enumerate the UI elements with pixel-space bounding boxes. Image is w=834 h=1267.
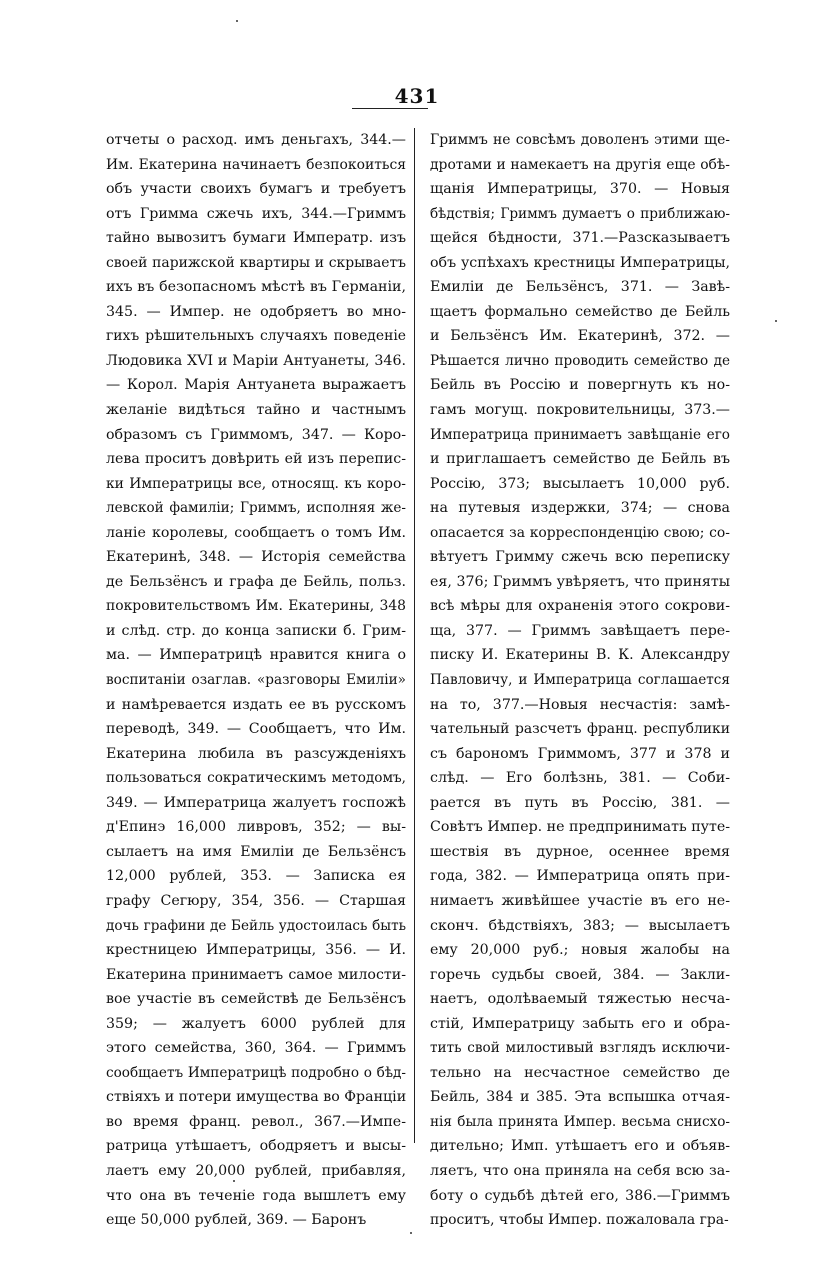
text-line: Екатеринѣ, 348. — Исторія семейства xyxy=(106,549,406,566)
text-line: тельно на несчастное семейство де xyxy=(430,1064,730,1081)
scan-speck xyxy=(410,1232,412,1234)
text-line: графу Сегюру, 354, 356. — Старшая xyxy=(106,892,406,909)
text-line: ща, 377. — Гриммъ завѣщаетъ пере- xyxy=(430,622,730,639)
text-line: съ барономъ Гриммомъ, 377 и 378 и xyxy=(430,745,730,762)
text-line: ки Императрицы все, относящ. къ коро- xyxy=(106,475,406,492)
text-line: еще 50,000 рублей, 369. — Баронъ xyxy=(106,1212,367,1229)
text-line: лева проситъ довѣрить ей изъ перепис- xyxy=(106,451,406,468)
text-line: сконч. бѣдствіяхъ, 383; — высылаетъ xyxy=(430,917,730,934)
text-line: вѣтуетъ Гримму сжечь всю переписку xyxy=(430,549,730,566)
text-line: боту о судьбѣ дѣтей его, 386.—Гриммъ xyxy=(430,1187,730,1204)
text-line: тайно вывозитъ бумаги Императр. изъ xyxy=(106,230,406,247)
text-line: ихъ въ безопасномъ мѣстѣ въ Германіи, xyxy=(106,279,406,296)
text-line: нимаетъ живѣйшее участіе въ его не- xyxy=(430,892,730,909)
text-line: писку И. Екатерины В. К. Александру xyxy=(430,647,730,664)
text-line: покровительствомъ Им. Екатерины, 348 xyxy=(106,598,406,615)
text-line: 349. — Императрица жалуетъ госпожѣ xyxy=(106,794,406,811)
text-line: крестницею Императрицы, 356. — И. xyxy=(106,942,406,959)
scan-speck xyxy=(233,1180,235,1182)
header-rule xyxy=(352,108,428,109)
text-line: ланіе королевы, сообщаетъ о томъ Им. xyxy=(106,524,406,541)
text-line: щаетъ формально семейство де Бейль xyxy=(430,303,730,320)
text-line: Совѣтъ Импер. не предпринимать путе- xyxy=(430,819,730,836)
text-line: бѣдствія; Гриммъ думаетъ о приближаю- xyxy=(430,205,730,222)
text-line: на путевыя издержки, 374; — снова xyxy=(430,500,730,517)
text-line: на то, 377.—Новыя несчастія: замѣ- xyxy=(430,696,730,713)
text-line: что она въ теченіе года вышлетъ ему xyxy=(106,1187,406,1204)
text-line: гамъ могущ. покровительницы, 373.— xyxy=(430,402,730,419)
text-line: воспитаніи озаглав. «разговоры Емиліи» xyxy=(106,672,406,689)
text-line: Им. Екатерина начинаетъ безпокоиться xyxy=(106,156,406,173)
scan-speck xyxy=(236,20,238,22)
text-line: лаетъ ему 20,000 рублей, прибавляя, xyxy=(106,1162,406,1179)
text-line: Императрица принимаетъ завѣщаніе его xyxy=(430,426,730,443)
text-line: вое участіе въ семействѣ де Бельзёнсъ xyxy=(106,991,406,1008)
text-line: Павловичу, и Императрица соглашается xyxy=(430,672,730,689)
text-line: опасается за корреспонденцію свою; со- xyxy=(430,524,730,541)
text-line: Емиліи де Бельзёнсъ, 371. — Завѣ- xyxy=(430,279,730,296)
text-line: Бейль, 384 и 385. Эта вспышка отчая- xyxy=(430,1089,730,1106)
text-line: щейся бѣдности, 371.—Разсказываетъ xyxy=(430,230,730,247)
text-line: Екатерина любила въ разсужденіяхъ xyxy=(106,745,406,762)
text-line: сообщаетъ Императрицѣ подробно о бѣд- xyxy=(106,1064,406,1081)
text-line: объ успѣхахъ крестницы Императрицы, xyxy=(430,254,730,271)
text-line: тить свой милостивый взглядъ исключи- xyxy=(430,1040,730,1057)
text-line: во время франц. револ., 367.—Импе- xyxy=(106,1113,406,1130)
text-line: Людовика XVI и Маріи Антуанеты, 346. xyxy=(106,352,406,369)
text-line: щанія Императрицы, 370. — Новыя xyxy=(430,181,730,198)
text-line: всѣ мѣры для охраненія этого сокрови- xyxy=(430,598,730,615)
text-line: Бейль въ Россію и повергнуть къ но- xyxy=(430,377,730,394)
text-line: пользоваться сократическимъ методомъ, xyxy=(106,770,406,787)
text-line: дротами и намекаетъ на другія еще обѣ- xyxy=(430,156,730,173)
text-line: рается въ путь въ Россію, 381. — xyxy=(430,794,730,811)
text-line: чательный разсчетъ франц. республики xyxy=(430,721,730,738)
text-line: шествія въ дурное, осеннее время xyxy=(430,843,730,860)
right-column xyxy=(430,128,730,1233)
text-line: дительно; Имп. утѣшаетъ его и объяв- xyxy=(430,1138,730,1155)
text-line: — Корол. Марія Антуанета выражаетъ xyxy=(106,377,406,394)
text-line: Екатерина принимаетъ самое милости- xyxy=(106,966,406,983)
text-line: и приглашаетъ семейство де Бейль въ xyxy=(430,451,730,468)
text-line: сылаетъ на имя Емиліи де Бельзёнсъ xyxy=(106,843,406,860)
text-line: переводѣ, 349. — Сообщаетъ, что Им. xyxy=(106,721,406,738)
text-line: Гриммъ не совсѣмъ доволенъ этими ще- xyxy=(430,132,730,148)
text-line: дочь графини де Бейль удостоилась быть xyxy=(106,917,406,934)
text-line: де Бельзёнсъ и графа де Бейль, польз. xyxy=(106,573,406,590)
text-line: объ участи своихъ бумагъ и требуетъ xyxy=(106,181,406,198)
text-line: д'Епинэ 16,000 ливровъ, 352; — вы- xyxy=(106,819,406,836)
text-line: своей парижской квартиры и скрываетъ xyxy=(106,254,406,271)
text-line: левской фамиліи; Гриммъ, исполняя же- xyxy=(106,500,406,517)
text-line: ствіяхъ и потери имущества во Франціи xyxy=(106,1089,406,1106)
text-line: слѣд. — Его болѣзнь, 381. — Соби- xyxy=(430,770,730,787)
text-line: гихъ рѣшительныхъ случаяхъ поведеніе xyxy=(106,328,406,345)
text-line: ратрица утѣшаетъ, ободряетъ и высы- xyxy=(106,1138,406,1155)
page-number: 431 xyxy=(394,84,440,108)
text-line: проситъ, чтобы Импер. пожаловала гра- xyxy=(430,1212,729,1229)
text-line: желаніе видѣться тайно и частнымъ xyxy=(106,402,406,419)
text-line: ему 20,000 руб.; новыя жалобы на xyxy=(430,942,730,959)
left-column xyxy=(106,128,406,1233)
text-line: образомъ съ Гриммомъ, 347. — Коро- xyxy=(106,426,406,443)
text-line: Россію, 373; высылаетъ 10,000 руб. xyxy=(430,475,730,492)
text-line: отчеты о расход. имъ деньгахъ, 344.— xyxy=(106,132,406,148)
text-line: Рѣшается лично проводить семейство де xyxy=(430,352,730,369)
text-line: этого семейства, 360, 364. — Гриммъ xyxy=(106,1040,406,1057)
text-line: и Бельзёнсъ Им. Екатеринѣ, 372. — xyxy=(430,328,730,345)
text-line: и намѣревается издать ее въ русскомъ xyxy=(106,696,406,713)
text-line: наетъ, одолѣваемый тяжестью несча- xyxy=(430,991,730,1008)
text-line: 12,000 рублей, 353. — Записка ея xyxy=(106,868,406,885)
text-line: стій, Императрицу забыть его и обра- xyxy=(430,1015,730,1032)
text-line: ея, 376; Гриммъ увѣряетъ, что приняты xyxy=(430,573,730,590)
text-line: года, 382. — Императрица опять при- xyxy=(430,868,730,885)
text-line: отъ Гримма сжечь ихъ, 344.—Гриммъ xyxy=(106,205,406,222)
column-divider xyxy=(414,128,415,1143)
text-line: горечь судьбы своей, 384. — Закли- xyxy=(430,966,730,983)
text-line: нія была принята Импер. весьма снисхо- xyxy=(430,1113,730,1130)
scan-speck xyxy=(775,320,777,322)
text-line: ляетъ, что она приняла на себя всю за- xyxy=(430,1162,730,1179)
text-line: 359; — жалуетъ 6000 рублей для xyxy=(106,1015,406,1032)
text-line: и слѣд. стр. до конца записки б. Грим- xyxy=(106,622,406,639)
text-line: ма. — Императрицѣ нравится книга о xyxy=(106,647,406,664)
text-line: 345. — Импер. не одобряетъ во мно- xyxy=(106,303,406,320)
